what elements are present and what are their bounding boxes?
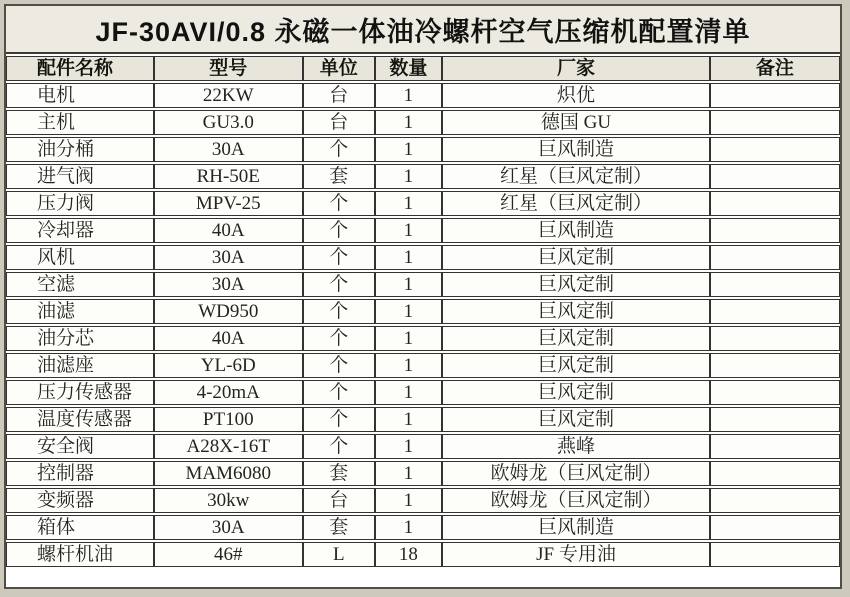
cell-remarks (710, 488, 840, 513)
cell-model: MAM6080 (154, 461, 303, 486)
cell-manufacturer: 炽优 (442, 83, 710, 108)
cell-model: GU3.0 (154, 110, 303, 135)
cell-unit: 个 (303, 434, 375, 459)
cell-manufacturer: 巨风定制 (442, 272, 710, 297)
cell-remarks (710, 218, 840, 243)
page-title: JF-30AVI/0.8 永磁一体油冷螺杆空气压缩机配置清单 (6, 6, 840, 54)
cell-model: MPV-25 (154, 191, 303, 216)
cell-unit: 个 (303, 407, 375, 432)
cell-remarks (710, 245, 840, 270)
table-row (6, 488, 840, 513)
cell-remarks (710, 353, 840, 378)
cell-manufacturer: 巨风定制 (442, 380, 710, 405)
cell-quantity: 1 (375, 164, 443, 189)
cell-model: 30A (154, 272, 303, 297)
table-row (6, 218, 840, 243)
table-row (6, 245, 840, 270)
cell-model: YL-6D (154, 353, 303, 378)
cell-unit: 套 (303, 164, 375, 189)
cell-quantity: 1 (375, 191, 443, 216)
table-row (6, 164, 840, 189)
cell-part-name: 压力传感器 (6, 380, 154, 405)
table-row (6, 515, 840, 540)
cell-unit: 个 (303, 245, 375, 270)
cell-part-name: 油滤座 (6, 353, 154, 378)
cell-quantity: 1 (375, 83, 443, 108)
table-row (6, 407, 840, 432)
parts-table (6, 54, 840, 569)
table-row (6, 83, 840, 108)
header-model: 型号 (154, 56, 303, 81)
cell-manufacturer: 巨风定制 (442, 353, 710, 378)
cell-model: 30A (154, 515, 303, 540)
cell-part-name: 主机 (6, 110, 154, 135)
cell-model: 4-20mA (154, 380, 303, 405)
table-row (6, 380, 840, 405)
cell-manufacturer: 红星（巨风定制） (442, 164, 710, 189)
table-row (6, 326, 840, 351)
cell-model: 40A (154, 218, 303, 243)
cell-remarks (710, 164, 840, 189)
cell-unit: 个 (303, 299, 375, 324)
cell-part-name: 控制器 (6, 461, 154, 486)
cell-remarks (710, 83, 840, 108)
cell-part-name: 油分芯 (6, 326, 154, 351)
cell-quantity: 1 (375, 461, 443, 486)
cell-model: 30A (154, 137, 303, 162)
cell-part-name: 安全阀 (6, 434, 154, 459)
cell-remarks (710, 110, 840, 135)
cell-part-name: 风机 (6, 245, 154, 270)
cell-manufacturer: 巨风制造 (442, 218, 710, 243)
header-quantity: 数量 (375, 56, 443, 81)
table-row (6, 542, 840, 567)
cell-part-name: 冷却器 (6, 218, 154, 243)
cell-unit: 个 (303, 353, 375, 378)
cell-unit: 个 (303, 191, 375, 216)
header-remarks: 备注 (710, 56, 840, 81)
cell-manufacturer: 巨风制造 (442, 515, 710, 540)
table-row (6, 299, 840, 324)
header-row (6, 56, 840, 81)
cell-unit: 个 (303, 218, 375, 243)
cell-quantity: 1 (375, 407, 443, 432)
cell-quantity: 1 (375, 272, 443, 297)
cell-quantity: 1 (375, 515, 443, 540)
cell-quantity: 1 (375, 218, 443, 243)
cell-unit: 个 (303, 137, 375, 162)
table-row (6, 434, 840, 459)
cell-part-name: 空滤 (6, 272, 154, 297)
cell-remarks (710, 407, 840, 432)
cell-quantity: 1 (375, 434, 443, 459)
cell-unit: 个 (303, 326, 375, 351)
cell-model: 30kw (154, 488, 303, 513)
cell-unit: 个 (303, 272, 375, 297)
cell-part-name: 油滤 (6, 299, 154, 324)
cell-quantity: 1 (375, 110, 443, 135)
cell-manufacturer: 巨风定制 (442, 326, 710, 351)
cell-unit: 台 (303, 83, 375, 108)
cell-model: 46# (154, 542, 303, 567)
cell-model: 40A (154, 326, 303, 351)
cell-remarks (710, 299, 840, 324)
cell-manufacturer: 巨风定制 (442, 299, 710, 324)
cell-unit: 台 (303, 110, 375, 135)
cell-model: A28X-16T (154, 434, 303, 459)
table-row (6, 353, 840, 378)
table-row (6, 461, 840, 486)
cell-remarks (710, 326, 840, 351)
cell-model: PT100 (154, 407, 303, 432)
cell-manufacturer: 欧姆龙（巨风定制） (442, 488, 710, 513)
cell-model: WD950 (154, 299, 303, 324)
cell-unit: L (303, 542, 375, 567)
table-row (6, 137, 840, 162)
table-row (6, 272, 840, 297)
cell-part-name: 箱体 (6, 515, 154, 540)
cell-remarks (710, 380, 840, 405)
table-row (6, 110, 840, 135)
cell-manufacturer: JF 专用油 (442, 542, 710, 567)
header-part-name: 配件名称 (6, 56, 154, 81)
cell-manufacturer: 巨风定制 (442, 245, 710, 270)
cell-remarks (710, 461, 840, 486)
cell-part-name: 油分桶 (6, 137, 154, 162)
cell-part-name: 压力阀 (6, 191, 154, 216)
cell-unit: 套 (303, 461, 375, 486)
document-frame (4, 4, 842, 589)
cell-quantity: 18 (375, 542, 443, 567)
cell-part-name: 螺杆机油 (6, 542, 154, 567)
cell-part-name: 电机 (6, 83, 154, 108)
cell-model: RH-50E (154, 164, 303, 189)
cell-part-name: 变频器 (6, 488, 154, 513)
cell-manufacturer: 巨风制造 (442, 137, 710, 162)
table-header (6, 56, 840, 81)
cell-remarks (710, 191, 840, 216)
cell-manufacturer: 燕峰 (442, 434, 710, 459)
table-row (6, 191, 840, 216)
cell-remarks (710, 137, 840, 162)
cell-remarks (710, 542, 840, 567)
cell-manufacturer: 德国 GU (442, 110, 710, 135)
cell-remarks (710, 434, 840, 459)
cell-manufacturer: 红星（巨风定制） (442, 191, 710, 216)
cell-manufacturer: 巨风定制 (442, 407, 710, 432)
cell-part-name: 进气阀 (6, 164, 154, 189)
header-manufacturer: 厂家 (442, 56, 710, 81)
cell-quantity: 1 (375, 380, 443, 405)
header-unit: 单位 (303, 56, 375, 81)
cell-quantity: 1 (375, 353, 443, 378)
cell-remarks (710, 272, 840, 297)
cell-unit: 套 (303, 515, 375, 540)
cell-quantity: 1 (375, 137, 443, 162)
cell-unit: 台 (303, 488, 375, 513)
cell-quantity: 1 (375, 488, 443, 513)
cell-model: 30A (154, 245, 303, 270)
cell-quantity: 1 (375, 326, 443, 351)
cell-quantity: 1 (375, 245, 443, 270)
cell-part-name: 温度传感器 (6, 407, 154, 432)
cell-model: 22KW (154, 83, 303, 108)
cell-remarks (710, 515, 840, 540)
table-body (6, 83, 840, 567)
cell-manufacturer: 欧姆龙（巨风定制） (442, 461, 710, 486)
cell-unit: 个 (303, 380, 375, 405)
cell-quantity: 1 (375, 299, 443, 324)
